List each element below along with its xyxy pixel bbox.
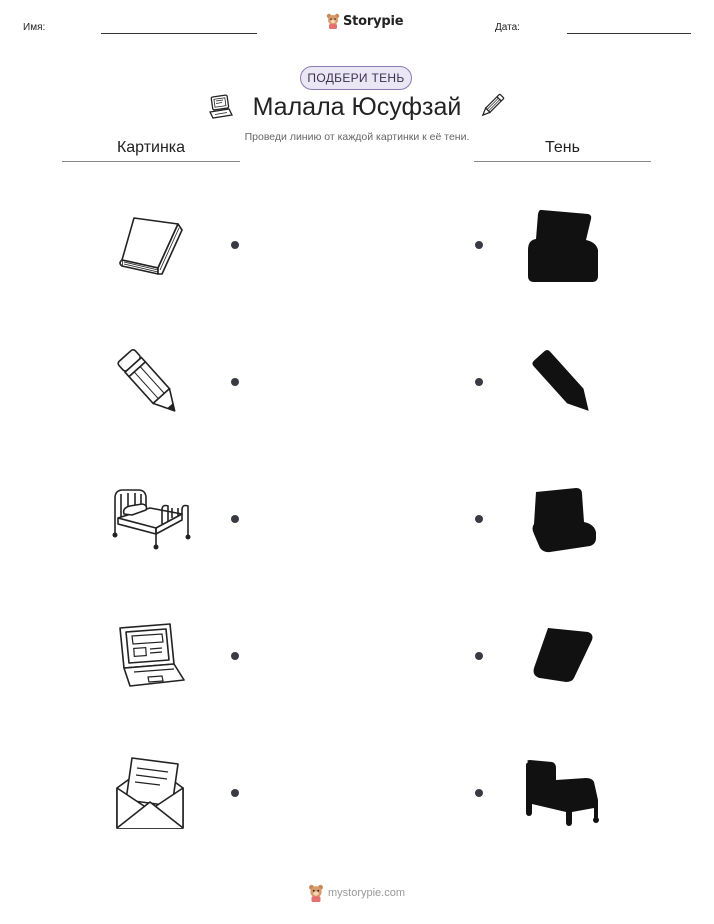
footer-url[interactable]: mystorypie.com <box>328 887 406 899</box>
date-line[interactable] <box>567 33 691 34</box>
name-line[interactable] <box>101 33 257 34</box>
pencil-small-icon <box>476 90 508 122</box>
picture-dot-1[interactable] <box>231 241 239 249</box>
envelope-silhouette-icon[interactable] <box>526 484 602 556</box>
instructions: Проведи линию от каждой картинки к её тени. <box>244 131 470 143</box>
laptop-silhouette-icon[interactable] <box>522 204 602 286</box>
shadow-dot-3[interactable] <box>475 515 483 523</box>
shadow-dot-4[interactable] <box>475 652 483 660</box>
shadow-dot-5[interactable] <box>475 789 483 797</box>
bear-icon <box>326 13 340 29</box>
picture-dot-4[interactable] <box>231 652 239 660</box>
pencil-silhouette-icon[interactable] <box>522 342 606 422</box>
name-label: Имя: <box>23 22 46 33</box>
date-label: Дата: <box>495 22 520 33</box>
bear-footer-icon <box>308 884 324 902</box>
picture-dot-2[interactable] <box>231 378 239 386</box>
brand-logo <box>326 13 403 29</box>
page-title: Малала Юсуфзай <box>252 93 462 121</box>
brand-name: Storypie <box>343 13 404 29</box>
book-silhouette-icon[interactable] <box>526 620 598 688</box>
column-header-shadows: Тень <box>545 139 580 156</box>
column-header-pictures: Картинка <box>116 139 186 156</box>
bed-silhouette-icon[interactable] <box>518 756 604 828</box>
book-icon[interactable] <box>112 210 190 280</box>
envelope-letter-icon[interactable] <box>110 752 190 832</box>
laptop-icon[interactable] <box>112 620 190 690</box>
bed-icon[interactable] <box>110 484 192 552</box>
column-rule-left <box>62 161 240 162</box>
shadow-dot-2[interactable] <box>475 378 483 386</box>
activity-badge: ПОДБЕРИ ТЕНЬ <box>300 66 412 90</box>
footer <box>308 884 405 902</box>
picture-dot-3[interactable] <box>231 515 239 523</box>
pencil-icon[interactable] <box>108 342 192 422</box>
column-rule-right <box>474 161 651 162</box>
shadow-dot-1[interactable] <box>475 241 483 249</box>
picture-dot-5[interactable] <box>231 789 239 797</box>
